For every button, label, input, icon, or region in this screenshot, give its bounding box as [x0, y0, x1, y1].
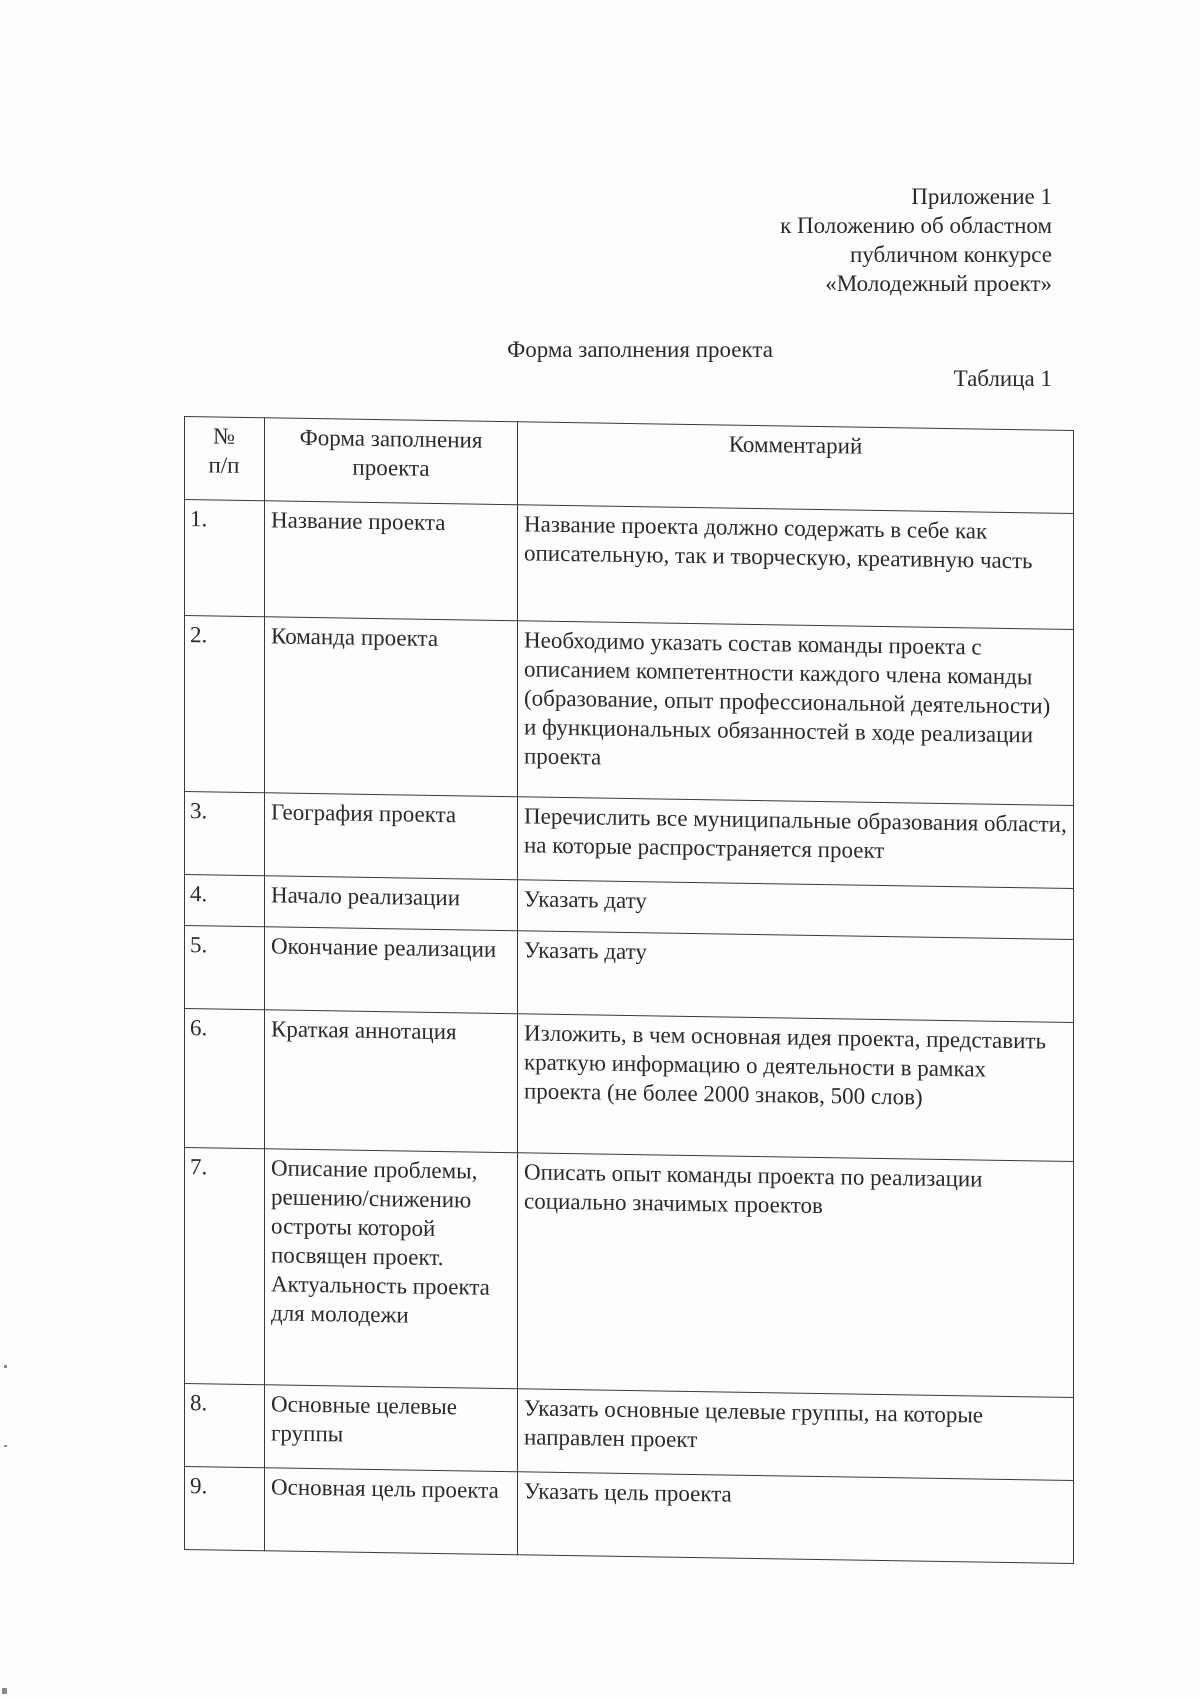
table-header-row: [185, 417, 1074, 514]
header-number-line-2: п/п: [208, 452, 240, 478]
table-row: [185, 500, 1074, 630]
table-row: [185, 926, 1074, 1023]
row-number: 2.: [185, 616, 265, 793]
table-row: [185, 792, 1074, 889]
appendix-header: [780, 182, 1052, 298]
table-row: [185, 1384, 1074, 1481]
header-field-line-2: проекта: [352, 454, 430, 481]
row-number: 5.: [185, 926, 265, 1010]
header-number-line-1: №: [213, 423, 235, 449]
row-field: Название проекта: [265, 501, 518, 621]
row-field: Начало реализации: [265, 876, 518, 931]
appendix-line: Приложение 1: [911, 184, 1052, 209]
appendix-line: публичном конкурсе: [849, 242, 1052, 267]
row-number: 4.: [185, 875, 265, 927]
row-comment: Перечислить все муниципальные образования области, на которые распространяется проект: [518, 797, 1074, 889]
row-field: Основная цель проекта: [265, 1468, 518, 1555]
table-row: [185, 616, 1074, 806]
row-comment: Указать дату: [518, 931, 1074, 1023]
table-label: Таблица 1: [953, 366, 1052, 391]
row-comment: Указать цель проекта: [518, 1472, 1074, 1564]
row-field: Описание проблемы, решению/снижению остроты которой посвящен проект. Актуальность проекта для молодежи: [265, 1149, 518, 1389]
header-cell-field: [265, 418, 518, 505]
row-field: География проекта: [265, 793, 518, 880]
row-comment: Название проекта должно содержать в себе как описательную, так и творческую, креативную часть: [518, 505, 1074, 630]
row-field: Краткая аннотация: [265, 1010, 518, 1153]
row-number: 3.: [185, 792, 265, 876]
row-number: 9.: [185, 1467, 265, 1551]
header-cell-comment: [518, 422, 1074, 514]
appendix-line: «Молодежный проект»: [825, 271, 1052, 296]
row-comment: Описать опыт команды проекта по реализации социально значимых проектов: [518, 1153, 1074, 1398]
row-comment: Указать дату: [518, 880, 1074, 940]
project-form-table: [184, 416, 1074, 1564]
row-number: 7.: [185, 1148, 265, 1385]
scan-speck: [4, 1445, 7, 1447]
header-comment: Комментарий: [728, 431, 863, 459]
row-field: Окончание реализации: [265, 927, 518, 1014]
table-row: [185, 1148, 1074, 1398]
row-field: Команда проекта: [265, 617, 518, 797]
row-comment: Изложить, в чем основная идея проекта, представить краткую информацию о деятельности в рамках проекта (не более 2000 знаков, 500 слов): [518, 1014, 1074, 1162]
header-cell-number: [185, 417, 265, 501]
row-number: 8.: [185, 1384, 265, 1468]
row-comment: Указать основные целевые группы, на которые направлен проект: [518, 1389, 1074, 1481]
row-number: 6.: [185, 1009, 265, 1149]
row-number: 1.: [185, 500, 265, 617]
row-comment: Необходимо указать состав команды проекта с описанием компетентности каждого члена команды (образование, опыт профессиональной деятельности) и функциональных обязанностей в ходе реализации проекта: [518, 621, 1074, 806]
appendix-line: к Положению об областном: [780, 213, 1052, 238]
header-field-line-1: Форма заполнения: [299, 424, 483, 453]
scan-speck: [2, 1688, 7, 1694]
row-field: Основные целевые группы: [265, 1385, 518, 1472]
table-row: [185, 1009, 1074, 1162]
scan-speck: [4, 1365, 7, 1368]
table-row: [185, 1467, 1074, 1564]
form-title: Форма заполнения проекта: [507, 337, 773, 362]
